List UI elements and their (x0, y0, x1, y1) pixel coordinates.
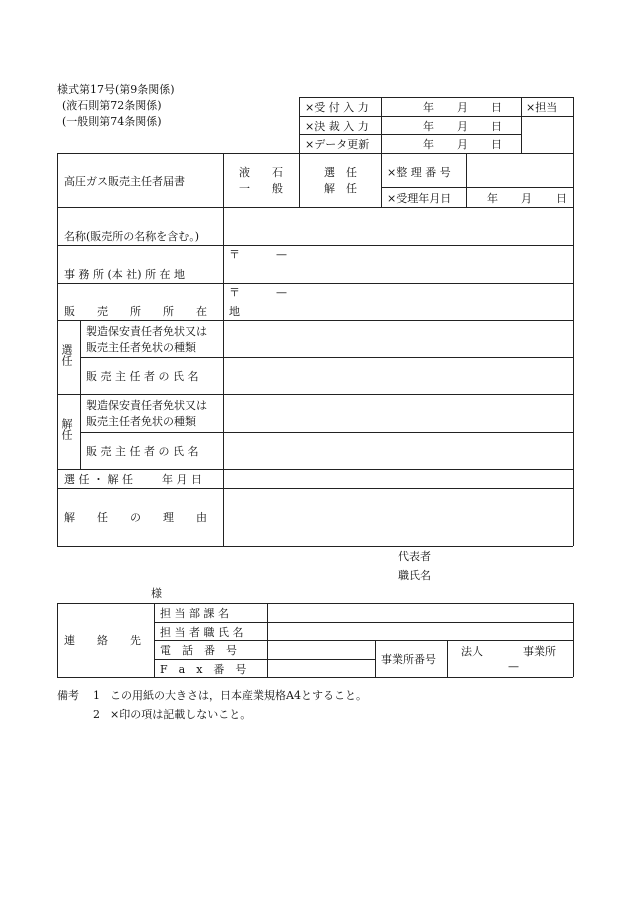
receipt-date-label: ×受理年月日 (387, 192, 452, 205)
office-number-label: 事業所番号 (381, 653, 436, 666)
grid-line (447, 640, 448, 677)
grid-line (57, 603, 573, 604)
establishment-label: 事業所 (523, 645, 556, 658)
company-name-field[interactable] (229, 211, 567, 241)
month-label: 月 (457, 120, 468, 133)
form-title: 高圧ガス販売主任者届書 (64, 175, 185, 188)
day-label: 日 (491, 138, 502, 151)
shop-address-label: 販 売 所 所 在 地 (64, 305, 240, 318)
grid-line (466, 153, 467, 207)
sales-manager-name-label: 販 売 主 任 者 の 氏 名 (86, 370, 199, 383)
grid-line (223, 153, 224, 546)
person-in-charge-label: ×担当 (526, 101, 558, 114)
form-number: 様式第17号(第9条関係) (57, 83, 175, 96)
representative-label: 代表者 (398, 550, 431, 563)
sales-manager-name-label: 販 売 主 任 者 の 氏 名 (86, 445, 199, 458)
company-name-label: 名称(販売所の名称を含む。) (64, 230, 200, 243)
year-label: 年 (423, 120, 434, 133)
grid-line (57, 677, 573, 678)
postal-mark: 〒 (229, 286, 240, 299)
grid-line (381, 187, 573, 188)
month-label: 月 (457, 138, 468, 151)
grid-line (154, 640, 573, 641)
data-update-label: ×データ更新 (305, 138, 370, 151)
grid-line (381, 97, 382, 153)
grid-line (573, 97, 574, 153)
grid-line (57, 207, 573, 208)
grid-line (154, 659, 375, 660)
action-appoint: 選 任 (324, 166, 357, 179)
appointment-group-label: 選任 (60, 344, 73, 366)
title-name-label: 職氏名 (398, 569, 431, 582)
fax-number-label: F a x 番 号 (160, 663, 247, 676)
grid-line (267, 603, 268, 677)
note-2-number: 2 (93, 708, 100, 721)
reference-number-label: ×整 理 番 号 (387, 166, 451, 179)
grid-line (57, 394, 573, 395)
grid-line (57, 153, 58, 546)
grid-line (154, 622, 573, 623)
grid-line (57, 245, 573, 246)
grid-line (57, 283, 573, 284)
postal-mark: 〒 (229, 248, 240, 261)
license-type-label-line2: 販売主任者免状の種類 (86, 415, 196, 428)
year-label: 年 (487, 192, 498, 205)
grid-line (521, 97, 522, 153)
head-office-address-label: 事 務 所 (本 社) 所 在 地 (64, 268, 186, 281)
day-label: 日 (556, 192, 567, 205)
honorific-label: 様 (151, 587, 162, 600)
grid-line (57, 469, 573, 470)
grid-line (299, 134, 521, 135)
grid-line (57, 546, 573, 547)
note-2-text: ×印の項は記載しないこと。 (110, 708, 252, 721)
grid-line (57, 153, 573, 154)
type-general: 一 般 (239, 182, 283, 195)
license-type-label-line1: 製造保安責任者免状又は (86, 325, 207, 338)
grid-line (375, 640, 376, 677)
decision-input-label: ×決 裁 入 力 (305, 120, 369, 133)
corporation-label: 法人 (461, 645, 483, 658)
law-ref-2: (一般則第74条関係) (62, 115, 162, 128)
action-dismiss: 解 任 (324, 182, 357, 195)
day-label: 日 (491, 120, 502, 133)
grid-line (381, 153, 382, 207)
grid-line (299, 153, 300, 207)
grid-line (154, 603, 155, 677)
grid-line (573, 603, 574, 677)
type-lpg: 液 石 (239, 166, 283, 179)
license-type-label-line2: 販売主任者免状の種類 (86, 341, 196, 354)
grid-line (573, 153, 574, 546)
year-label: 年 (423, 138, 434, 151)
grid-line (80, 320, 81, 469)
grid-line (80, 357, 573, 358)
month-label: 月 (521, 192, 532, 205)
month-label: 月 (457, 101, 468, 114)
year-label: 年 (423, 101, 434, 114)
postal-dash: — (276, 248, 287, 261)
grid-line (299, 116, 573, 117)
phone-number-label: 電 話 番 号 (160, 644, 237, 657)
department-label: 担 当 部 課 名 (160, 607, 229, 620)
license-type-label-line1: 製造保安責任者免状又は (86, 399, 207, 412)
dismissal-group-label: 解任 (60, 418, 73, 440)
contact-label: 連 絡 先 (64, 634, 141, 647)
note-1-number: 1 (93, 689, 100, 702)
day-label: 日 (491, 101, 502, 114)
grid-line (80, 432, 573, 433)
note-1-text: この用紙の大きさは，日本産業規格A4とすること。 (110, 689, 367, 702)
grid-line (57, 488, 573, 489)
received-input-label: ×受 付 入 力 (305, 101, 369, 114)
grid-line (299, 97, 300, 153)
grid-line (57, 320, 573, 321)
staff-name-label: 担 当 者 職 氏 名 (160, 626, 244, 639)
grid-line (299, 97, 573, 98)
grid-line (57, 603, 58, 677)
postal-dash: — (276, 286, 287, 299)
office-number-dash: — (508, 660, 519, 673)
law-ref-1: (液石則第72条関係) (62, 99, 162, 112)
notes-label: 備考 (57, 689, 79, 702)
appoint-dismiss-date-label: 選 任 ・ 解 任 年 月 日 (64, 473, 202, 486)
dismissal-reason-label: 解 任 の 理 由 (64, 511, 207, 524)
